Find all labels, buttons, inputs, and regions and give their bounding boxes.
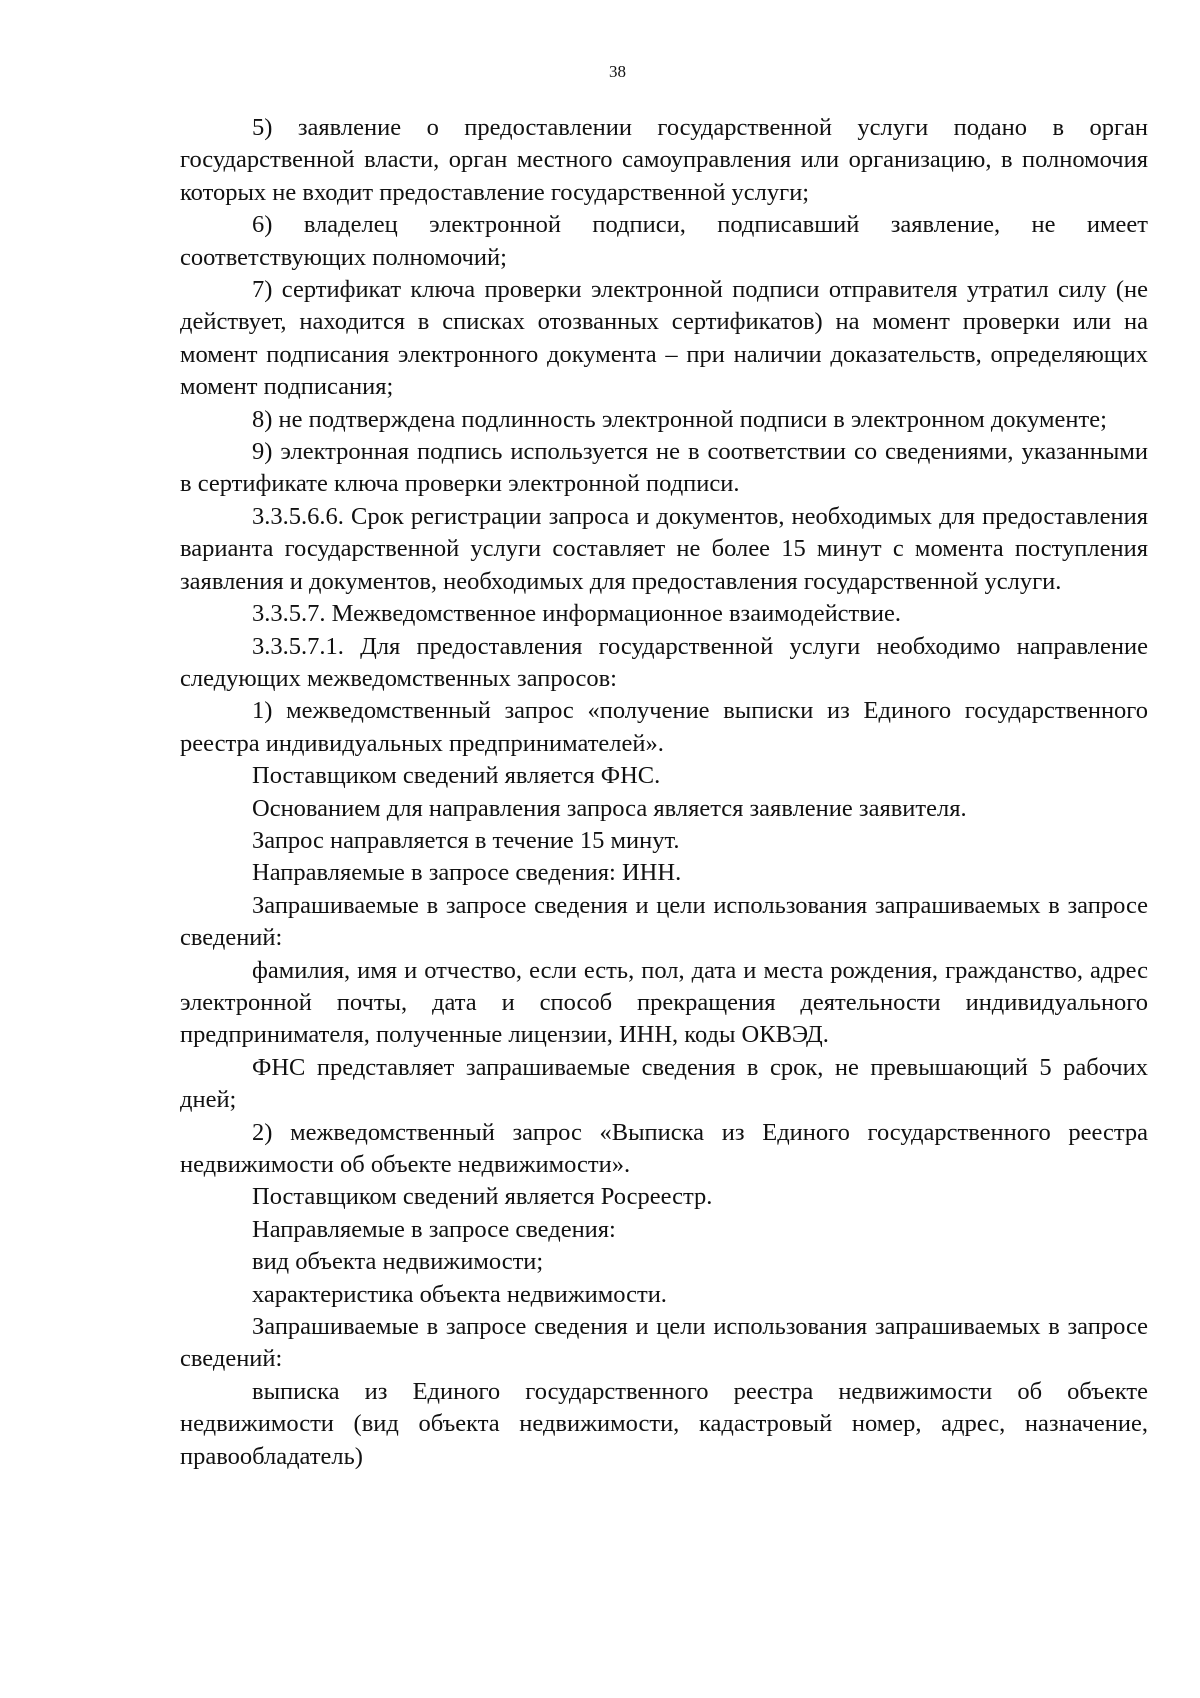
paragraph: 8) не подтверждена подлинность электронной подписи в электронном документе; xyxy=(252,405,1107,433)
paragraph: 3.3.5.6.6. Срок регистрации запроса и документов, необходимых для предоставления варианта государственной услуги составляет не более 15 минут с момента поступления заявления и документов, необходимых для предоставления государственной услуги. xyxy=(180,502,1148,595)
paragraph: Направляемые в запросе сведения: ИНН. xyxy=(252,859,682,887)
paragraph: 5) заявление о предоставлении государственной услуги подано в орган государственной власти, орган местного самоуправления или организацию, в полномочия которых не входит предоставление государственной услуги; xyxy=(180,114,1148,206)
paragraph: ФНС представляет запрашиваемые сведения в срок, не превышающий 5 рабочих дней; xyxy=(180,1053,1148,1114)
paragraph: Основанием для направления запроса является заявление заявителя. xyxy=(252,794,967,822)
paragraph: 2) межведомственный запрос «Выписка из Единого государственного реестра недвижимости об объекте недвижимости». xyxy=(180,1118,1148,1178)
paragraph: вид объекта недвижимости; xyxy=(252,1248,544,1276)
paragraph: фамилия, имя и отчество, если есть, пол, дата и места рождения, гражданство, адрес электронной почты, дата и способ прекращения деятельности индивидуального предпринимателя, полученные лицензии, ИНН, коды ОКВЭД. xyxy=(180,956,1148,1049)
document-body xyxy=(180,112,1148,1473)
paragraph: выписка из Единого государственного реестра недвижимости об объекте недвижимости (вид объекта недвижимости, кадастровый номер, адрес, назначение, правообладатель) xyxy=(180,1377,1148,1470)
paragraph: 6) владелец электронной подписи, подписавший заявление, не имеет соответствующих полномочий; xyxy=(180,211,1148,271)
paragraph: Запрос направляется в течение 15 минут. xyxy=(252,826,680,854)
paragraph: 3.3.5.7. Межведомственное информационное взаимодействие. xyxy=(252,600,901,628)
page-number: 38 xyxy=(609,62,626,81)
paragraph: Направляемые в запросе сведения: xyxy=(252,1215,616,1243)
paragraph: характеристика объекта недвижимости. xyxy=(252,1280,667,1308)
paragraph: Поставщиком сведений является ФНС. xyxy=(252,762,661,790)
paragraph: 3.3.5.7.1. Для предоставления государственной услуги необходимо направление следующих межведомственных запросов: xyxy=(180,632,1148,692)
paragraph: Поставщиком сведений является Росреестр. xyxy=(252,1183,713,1211)
paragraph: Запрашиваемые в запросе сведения и цели использования запрашиваемых в запросе сведений: xyxy=(180,891,1148,952)
paragraph: Запрашиваемые в запросе сведения и цели использования запрашиваемых в запросе сведений: xyxy=(180,1313,1148,1373)
paragraph: 7) сертификат ключа проверки электронной подписи отправителя утратил силу (не действует, находится в списках отозванных сертификатов) на момент проверки или на момент подписания электронного документа – при наличии доказательств, определяющих момент подписания; xyxy=(180,276,1148,401)
paragraph: 1) межведомственный запрос «получение выписки из Единого государственного реестра индивидуальных предпринимателей». xyxy=(180,697,1148,757)
paragraph: 9) электронная подпись используется не в соответствии со сведениями, указанными в сертификате ключа проверки электронной подписи. xyxy=(180,438,1148,498)
